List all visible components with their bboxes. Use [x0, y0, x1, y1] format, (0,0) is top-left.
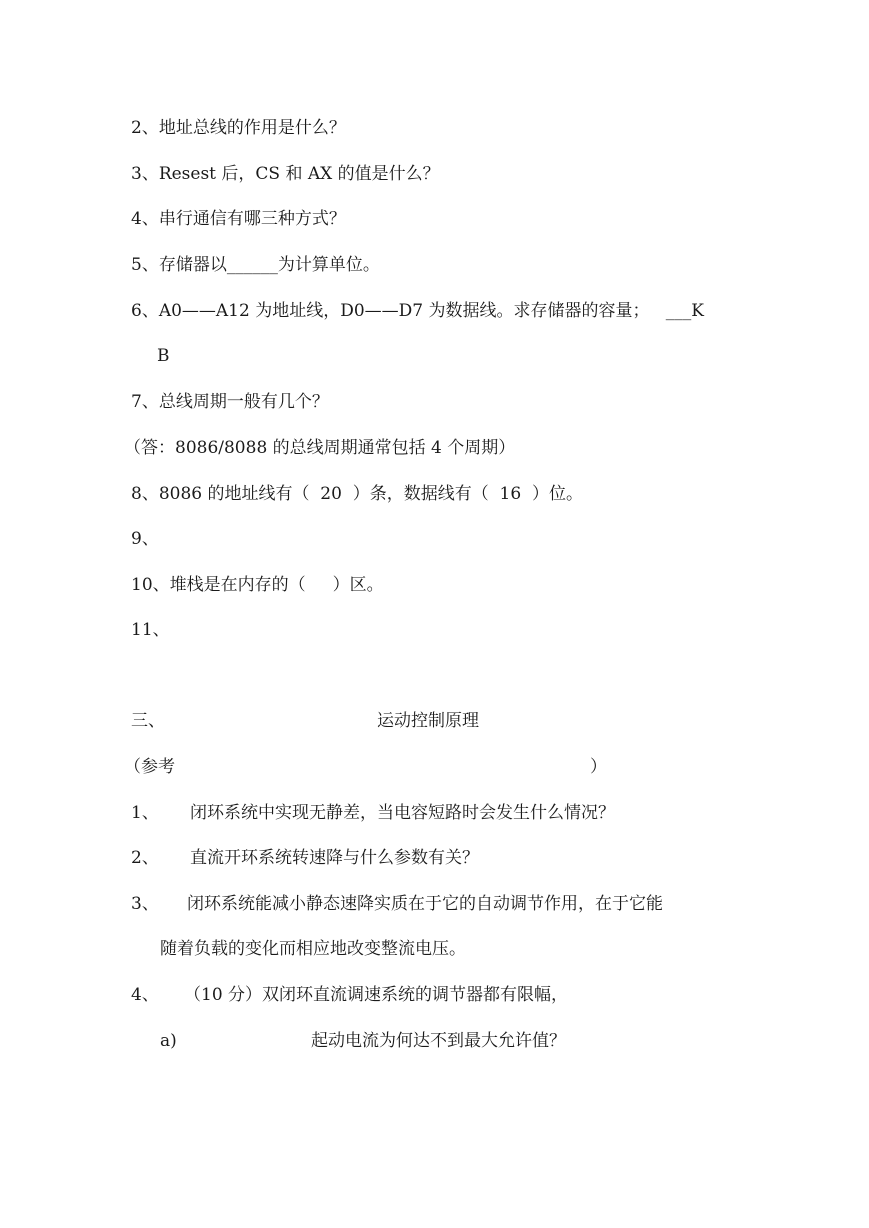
question-11: 11、	[131, 620, 170, 640]
s3-question-4a-label: a)	[160, 1031, 177, 1051]
question-6-line-1: 6、A0——A12 为地址线，D0——D7 为数据线。求存储器的容量； ___K	[131, 301, 704, 321]
s3-question-3-number: 3、	[131, 894, 159, 914]
question-4: 4、串行通信有哪三种方式？	[131, 209, 346, 229]
question-2: 2、地址总线的作用是什么？	[131, 118, 346, 138]
s3-question-4-text: （10 分）双闭环直流调速系统的调节器都有限幅，	[184, 985, 569, 1005]
section-3-number: 三、	[131, 711, 165, 731]
question-10: 10、堆栈是在内存的（ ）区。	[131, 575, 384, 595]
section-3-title: 运动控制原理	[377, 711, 479, 731]
reference-open: （参考	[124, 757, 175, 777]
question-7-answer: （答：8086/8088 的总线周期通常包括 4 个周期）	[124, 438, 516, 458]
s3-question-1-number: 1、	[131, 803, 159, 823]
s3-question-2-text: 直流开环系统转速降与什么参数有关？	[190, 848, 479, 868]
question-7: 7、总线周期一般有几个？	[131, 392, 329, 412]
s3-question-3-text-line-1: 闭环系统能减小静态速降实质在于它的自动调节作用，在于它能	[187, 894, 663, 914]
s3-question-2-number: 2、	[131, 848, 159, 868]
question-8: 8、8086 的地址线有（ 20 ）条，数据线有（ 16 ）位。	[131, 484, 583, 504]
question-5: 5、存储器以______为计算单位。	[131, 255, 380, 275]
question-9: 9、	[131, 529, 159, 549]
question-6-line-2: B	[157, 346, 170, 366]
s3-question-4a-text: 起动电流为何达不到最大允许值？	[311, 1031, 566, 1051]
question-3: 3、Resest 后，CS 和 AX 的值是什么？	[131, 164, 440, 184]
s3-question-1-text: 闭环系统中实现无静差，当电容短路时会发生什么情况？	[190, 803, 615, 823]
s3-question-4-number: 4、	[131, 985, 159, 1005]
reference-close: ）	[590, 757, 607, 777]
s3-question-3-text-line-2: 随着负载的变化而相应地改变整流电压。	[160, 939, 466, 959]
